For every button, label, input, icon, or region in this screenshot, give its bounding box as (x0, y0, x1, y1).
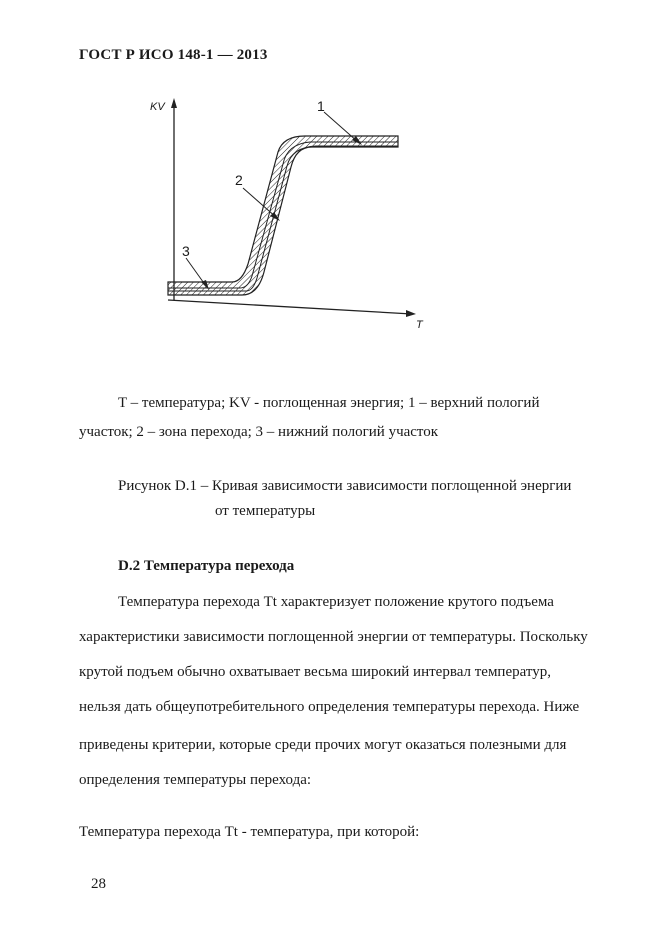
x-axis-label: T (416, 319, 423, 331)
paragraph-line-4: нельзя дать общеупотребительного определения температуры перехода. Ниже (79, 699, 580, 715)
transition-curve-figure (140, 92, 440, 337)
paragraph-line-6: определения температуры перехода: (79, 772, 312, 788)
page-number: 28 (91, 876, 106, 892)
y-axis-label: KV (150, 101, 165, 113)
document-header: ГОСТ Р ИСО 148-1 — 2013 (79, 47, 268, 63)
lower-curve (168, 142, 398, 288)
figure-caption-line-2: от температуры (215, 503, 316, 519)
figure-caption-line-1: Рисунок D.1 – Кривая зависимости зависимости поглощенной энергии (118, 478, 572, 494)
callout-1-label: 1 (317, 98, 325, 114)
transition-curve-diagram (140, 92, 440, 337)
callout-3-label: 3 (182, 243, 190, 259)
paragraph-line-5: приведены критерии, которые среди прочих могут оказаться полезными для (79, 737, 567, 753)
y-axis-arrow (171, 98, 177, 108)
legend-line-1: T – температура; KV - поглощенная энергия; 1 – верхний пологий (118, 395, 540, 411)
transition-band (168, 136, 398, 295)
definition-line: Температура перехода Tt - температура, при которой: (79, 824, 420, 840)
paragraph-line-2: характеристики зависимости поглощенной энергии от температуры. Поскольку (79, 629, 588, 645)
callout-2-label: 2 (235, 172, 243, 188)
paragraph-line-3: крутой подъем обычно охватывает весьма широкий интервал температур, (79, 664, 551, 680)
section-heading: D.2 Температура перехода (118, 558, 295, 574)
legend-line-2: участок; 2 – зона перехода; 3 – нижний пологий участок (79, 424, 439, 440)
paragraph-line-1: Температура перехода Tt характеризует положение крутого подъема (118, 594, 554, 610)
x-axis (168, 300, 412, 314)
x-axis-arrow (406, 310, 416, 317)
